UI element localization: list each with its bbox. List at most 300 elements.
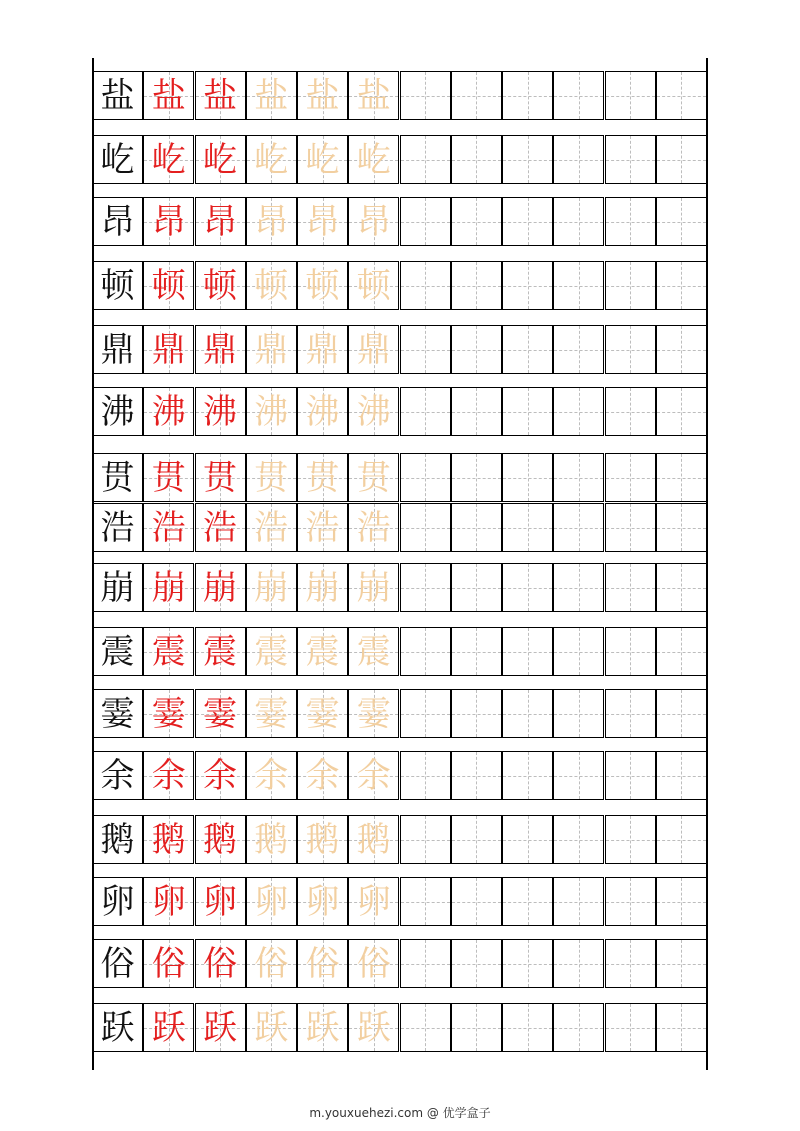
copy-cell <box>143 261 194 310</box>
copy-character: 贯 <box>203 457 237 498</box>
guide-line-horizontal <box>606 714 655 715</box>
model-character: 卵 <box>100 881 135 922</box>
copy-cell <box>143 815 194 864</box>
trace-cell <box>246 877 297 926</box>
trace-character: 鹅 <box>254 819 289 860</box>
model-cell <box>92 503 143 552</box>
model-cell <box>92 751 143 800</box>
writing-cell <box>605 135 656 184</box>
trace-cell <box>246 1003 297 1052</box>
guide-line-horizontal <box>657 160 706 161</box>
trace-character: 跃 <box>305 1007 340 1048</box>
trace-cell <box>297 877 348 926</box>
trace-character: 鹅 <box>305 819 340 860</box>
copy-character: 浩 <box>203 507 237 548</box>
model-cell <box>92 261 143 310</box>
guide-line-horizontal <box>554 160 603 161</box>
trace-character: 屹 <box>254 139 289 180</box>
trace-character: 跃 <box>254 1007 289 1048</box>
copy-cell <box>143 135 194 184</box>
guide-line-horizontal <box>452 588 501 589</box>
writing-cell <box>656 689 707 738</box>
writing-cell <box>451 877 502 926</box>
copy-cell <box>195 71 246 120</box>
model-cell <box>92 1003 143 1052</box>
trace-character: 鹅 <box>356 819 391 860</box>
trace-character: 浩 <box>356 507 391 548</box>
trace-character: 霎 <box>305 693 340 734</box>
writing-cell <box>553 135 604 184</box>
copy-character: 屹 <box>151 139 186 180</box>
trace-character: 霎 <box>254 693 289 734</box>
guide-line-horizontal <box>657 776 706 777</box>
writing-cell <box>502 1003 553 1052</box>
guide-line-horizontal <box>657 412 706 413</box>
guide-line-horizontal <box>452 96 501 97</box>
copy-cell <box>195 1003 246 1052</box>
copy-cell <box>195 197 246 246</box>
guide-line-horizontal <box>452 1028 501 1029</box>
guide-line-horizontal <box>401 478 450 479</box>
writing-cell <box>656 261 707 310</box>
trace-character: 昂 <box>356 201 391 242</box>
copy-character: 崩 <box>151 567 186 608</box>
writing-cell <box>656 1003 707 1052</box>
guide-line-horizontal <box>452 286 501 287</box>
trace-character: 沸 <box>305 391 340 432</box>
writing-cell <box>400 71 451 120</box>
model-character: 崩 <box>100 567 135 608</box>
trace-cell <box>297 627 348 676</box>
guide-line-horizontal <box>554 528 603 529</box>
copy-cell <box>143 453 194 502</box>
guide-line-horizontal <box>554 776 603 777</box>
trace-character: 崩 <box>305 567 340 608</box>
practice-row <box>92 325 707 374</box>
guide-line-horizontal <box>657 350 706 351</box>
guide-line-horizontal <box>657 964 706 965</box>
writing-cell <box>605 563 656 612</box>
writing-cell <box>605 71 656 120</box>
copy-character: 跃 <box>203 1007 237 1048</box>
guide-line-horizontal <box>401 412 450 413</box>
writing-cell <box>656 197 707 246</box>
guide-line-horizontal <box>503 776 552 777</box>
guide-line-horizontal <box>606 588 655 589</box>
model-cell <box>92 689 143 738</box>
practice-row <box>92 71 707 120</box>
trace-cell <box>348 751 399 800</box>
trace-character: 沸 <box>356 391 391 432</box>
trace-cell <box>246 387 297 436</box>
guide-line-horizontal <box>657 478 706 479</box>
guide-line-horizontal <box>606 478 655 479</box>
copy-character: 跃 <box>151 1007 186 1048</box>
trace-cell <box>297 325 348 374</box>
writing-cell <box>553 751 604 800</box>
trace-cell <box>297 135 348 184</box>
guide-line-horizontal <box>657 652 706 653</box>
writing-cell <box>605 689 656 738</box>
model-character: 震 <box>100 631 135 672</box>
guide-line-horizontal <box>503 478 552 479</box>
writing-cell <box>451 387 502 436</box>
guide-line-horizontal <box>657 902 706 903</box>
guide-line-horizontal <box>554 350 603 351</box>
copy-character: 顿 <box>151 265 186 306</box>
trace-character: 盐 <box>254 75 289 116</box>
trace-character: 卵 <box>305 881 340 922</box>
trace-character: 顿 <box>254 265 289 306</box>
guide-line-horizontal <box>554 840 603 841</box>
writing-cell <box>553 261 604 310</box>
guide-line-horizontal <box>503 714 552 715</box>
guide-line-horizontal <box>606 412 655 413</box>
model-cell <box>92 325 143 374</box>
guide-line-horizontal <box>657 588 706 589</box>
copy-character: 卵 <box>151 881 186 922</box>
trace-cell <box>297 197 348 246</box>
guide-line-horizontal <box>657 840 706 841</box>
guide-line-horizontal <box>554 286 603 287</box>
guide-line-horizontal <box>554 412 603 413</box>
guide-line-horizontal <box>606 840 655 841</box>
guide-line-horizontal <box>657 96 706 97</box>
guide-line-horizontal <box>554 222 603 223</box>
trace-character: 崩 <box>254 567 289 608</box>
writing-cell <box>656 71 707 120</box>
footer-credit: m.youxuehezi.com @ 优学盒子 <box>309 1106 491 1120</box>
trace-cell <box>348 1003 399 1052</box>
trace-cell <box>348 325 399 374</box>
practice-row <box>92 939 707 988</box>
model-character: 盐 <box>100 75 135 116</box>
trace-cell <box>297 689 348 738</box>
writing-cell <box>502 325 553 374</box>
copy-cell <box>143 503 194 552</box>
writing-cell <box>400 135 451 184</box>
trace-character: 余 <box>305 755 340 796</box>
guide-line-horizontal <box>554 1028 603 1029</box>
writing-cell <box>502 135 553 184</box>
writing-cell <box>656 627 707 676</box>
writing-cell <box>400 261 451 310</box>
writing-cell <box>400 563 451 612</box>
model-cell <box>92 387 143 436</box>
copy-cell <box>195 387 246 436</box>
trace-cell <box>348 503 399 552</box>
guide-line-horizontal <box>606 222 655 223</box>
guide-line-horizontal <box>401 714 450 715</box>
model-character: 顿 <box>100 265 135 306</box>
guide-line-horizontal <box>452 528 501 529</box>
writing-cell <box>553 503 604 552</box>
trace-cell <box>297 815 348 864</box>
writing-cell <box>656 751 707 800</box>
trace-cell <box>348 627 399 676</box>
guide-line-horizontal <box>452 964 501 965</box>
guide-line-horizontal <box>503 964 552 965</box>
guide-line-horizontal <box>606 96 655 97</box>
trace-cell <box>246 939 297 988</box>
copy-character: 震 <box>203 631 237 672</box>
writing-cell <box>605 815 656 864</box>
copy-character: 盐 <box>203 75 237 116</box>
guide-line-horizontal <box>606 776 655 777</box>
trace-cell <box>348 197 399 246</box>
writing-cell <box>400 939 451 988</box>
copy-character: 盐 <box>151 75 186 116</box>
guide-line-horizontal <box>452 478 501 479</box>
copy-character: 崩 <box>203 567 237 608</box>
guide-line-horizontal <box>503 528 552 529</box>
practice-row <box>92 503 707 552</box>
writing-cell <box>553 815 604 864</box>
copy-cell <box>195 939 246 988</box>
trace-character: 顿 <box>305 265 340 306</box>
copy-cell <box>143 877 194 926</box>
copy-cell <box>143 71 194 120</box>
copy-character: 沸 <box>151 391 186 432</box>
guide-line-horizontal <box>554 478 603 479</box>
copy-cell <box>195 261 246 310</box>
model-cell <box>92 939 143 988</box>
copy-character: 鼎 <box>203 329 237 370</box>
writing-cell <box>502 877 553 926</box>
practice-row <box>92 197 707 246</box>
practice-row <box>92 751 707 800</box>
guide-line-horizontal <box>401 902 450 903</box>
writing-cell <box>451 689 502 738</box>
guide-line-horizontal <box>554 588 603 589</box>
copy-character: 顿 <box>203 265 237 306</box>
writing-cell <box>553 627 604 676</box>
writing-cell <box>502 197 553 246</box>
writing-cell <box>502 453 553 502</box>
guide-line-horizontal <box>606 528 655 529</box>
trace-cell <box>297 1003 348 1052</box>
trace-cell <box>246 563 297 612</box>
practice-row <box>92 877 707 926</box>
writing-cell <box>605 627 656 676</box>
writing-cell <box>451 503 502 552</box>
writing-cell <box>400 627 451 676</box>
copy-character: 昂 <box>203 201 237 242</box>
trace-cell <box>246 135 297 184</box>
guide-line-horizontal <box>503 286 552 287</box>
guide-line-horizontal <box>657 222 706 223</box>
practice-row <box>92 387 707 436</box>
guide-line-horizontal <box>554 96 603 97</box>
guide-line-horizontal <box>554 714 603 715</box>
trace-character: 俗 <box>356 943 391 984</box>
model-cell <box>92 135 143 184</box>
model-cell <box>92 627 143 676</box>
guide-line-horizontal <box>657 528 706 529</box>
trace-cell <box>348 71 399 120</box>
guide-line-horizontal <box>452 714 501 715</box>
writing-cell <box>605 877 656 926</box>
trace-character: 盐 <box>356 75 391 116</box>
guide-line-horizontal <box>606 160 655 161</box>
writing-cell <box>502 387 553 436</box>
model-character: 霎 <box>100 693 135 734</box>
writing-cell <box>451 815 502 864</box>
trace-cell <box>246 751 297 800</box>
writing-cell <box>605 939 656 988</box>
trace-character: 沸 <box>254 391 289 432</box>
model-character: 浩 <box>100 507 135 548</box>
writing-cell <box>656 563 707 612</box>
model-character: 鹅 <box>100 819 135 860</box>
copy-cell <box>143 197 194 246</box>
copy-character: 贯 <box>151 457 186 498</box>
trace-character: 浩 <box>305 507 340 548</box>
copy-character: 屹 <box>203 139 237 180</box>
trace-cell <box>246 197 297 246</box>
trace-character: 贯 <box>356 457 391 498</box>
guide-line-horizontal <box>401 528 450 529</box>
writing-cell <box>451 627 502 676</box>
guide-line-horizontal <box>452 412 501 413</box>
writing-cell <box>656 135 707 184</box>
guide-line-horizontal <box>503 350 552 351</box>
writing-cell <box>400 815 451 864</box>
trace-character: 卵 <box>356 881 391 922</box>
model-cell <box>92 877 143 926</box>
writing-cell <box>502 627 553 676</box>
copy-cell <box>195 815 246 864</box>
guide-line-horizontal <box>606 1028 655 1029</box>
writing-cell <box>502 71 553 120</box>
copy-character: 鹅 <box>151 819 186 860</box>
copy-cell <box>195 689 246 738</box>
guide-line-horizontal <box>657 286 706 287</box>
guide-line-horizontal <box>401 840 450 841</box>
trace-character: 屹 <box>356 139 391 180</box>
model-character: 余 <box>100 755 135 796</box>
copy-cell <box>143 689 194 738</box>
trace-cell <box>246 453 297 502</box>
practice-row <box>92 261 707 310</box>
trace-character: 跃 <box>356 1007 391 1048</box>
model-cell <box>92 563 143 612</box>
writing-cell <box>502 261 553 310</box>
copy-cell <box>143 1003 194 1052</box>
guide-line-horizontal <box>503 902 552 903</box>
writing-cell <box>605 751 656 800</box>
writing-cell <box>451 1003 502 1052</box>
writing-cell <box>400 325 451 374</box>
guide-line-horizontal <box>401 286 450 287</box>
writing-cell <box>553 877 604 926</box>
model-character: 沸 <box>100 391 135 432</box>
guide-line-horizontal <box>503 96 552 97</box>
copy-cell <box>195 627 246 676</box>
writing-cell <box>451 751 502 800</box>
trace-cell <box>297 939 348 988</box>
writing-cell <box>553 197 604 246</box>
guide-line-horizontal <box>503 588 552 589</box>
trace-cell <box>297 261 348 310</box>
copy-character: 鹅 <box>203 819 237 860</box>
guide-line-horizontal <box>554 902 603 903</box>
guide-line-horizontal <box>657 1028 706 1029</box>
guide-line-horizontal <box>452 652 501 653</box>
writing-cell <box>553 939 604 988</box>
guide-line-horizontal <box>401 222 450 223</box>
model-character: 俗 <box>100 943 135 984</box>
writing-cell <box>400 453 451 502</box>
writing-cell <box>553 387 604 436</box>
copy-cell <box>195 877 246 926</box>
trace-character: 盐 <box>305 75 340 116</box>
guide-line-horizontal <box>503 840 552 841</box>
trace-cell <box>348 387 399 436</box>
writing-cell <box>451 197 502 246</box>
trace-cell <box>297 71 348 120</box>
trace-cell <box>348 453 399 502</box>
writing-cell <box>605 325 656 374</box>
guide-line-horizontal <box>554 652 603 653</box>
writing-cell <box>400 387 451 436</box>
copy-character: 余 <box>151 755 186 796</box>
trace-cell <box>348 563 399 612</box>
writing-cell <box>400 689 451 738</box>
trace-character: 俗 <box>254 943 289 984</box>
copy-character: 昂 <box>151 201 186 242</box>
trace-cell <box>246 627 297 676</box>
copy-character: 俗 <box>203 943 237 984</box>
writing-cell <box>502 751 553 800</box>
guide-line-horizontal <box>452 840 501 841</box>
practice-row <box>92 1003 707 1052</box>
writing-cell <box>502 815 553 864</box>
guide-line-horizontal <box>401 964 450 965</box>
copy-character: 鼎 <box>151 329 186 370</box>
writing-cell <box>502 503 553 552</box>
writing-cell <box>400 877 451 926</box>
model-character: 跃 <box>100 1007 135 1048</box>
writing-cell <box>656 387 707 436</box>
guide-line-horizontal <box>401 652 450 653</box>
model-character: 贯 <box>100 457 135 498</box>
trace-character: 昂 <box>305 201 340 242</box>
guide-line-horizontal <box>452 160 501 161</box>
writing-cell <box>553 325 604 374</box>
writing-cell <box>553 689 604 738</box>
model-character: 鼎 <box>100 329 135 370</box>
trace-cell <box>246 689 297 738</box>
trace-cell <box>246 325 297 374</box>
model-cell <box>92 71 143 120</box>
guide-line-horizontal <box>503 160 552 161</box>
writing-cell <box>553 71 604 120</box>
trace-cell <box>246 503 297 552</box>
copy-character: 震 <box>151 631 186 672</box>
copy-character: 卵 <box>203 881 237 922</box>
copy-cell <box>143 939 194 988</box>
copy-cell <box>143 325 194 374</box>
copy-cell <box>195 751 246 800</box>
guide-line-horizontal <box>606 286 655 287</box>
writing-cell <box>451 71 502 120</box>
trace-character: 浩 <box>254 507 289 548</box>
practice-row <box>92 689 707 738</box>
guide-line-horizontal <box>401 350 450 351</box>
trace-cell <box>246 71 297 120</box>
trace-cell <box>246 261 297 310</box>
